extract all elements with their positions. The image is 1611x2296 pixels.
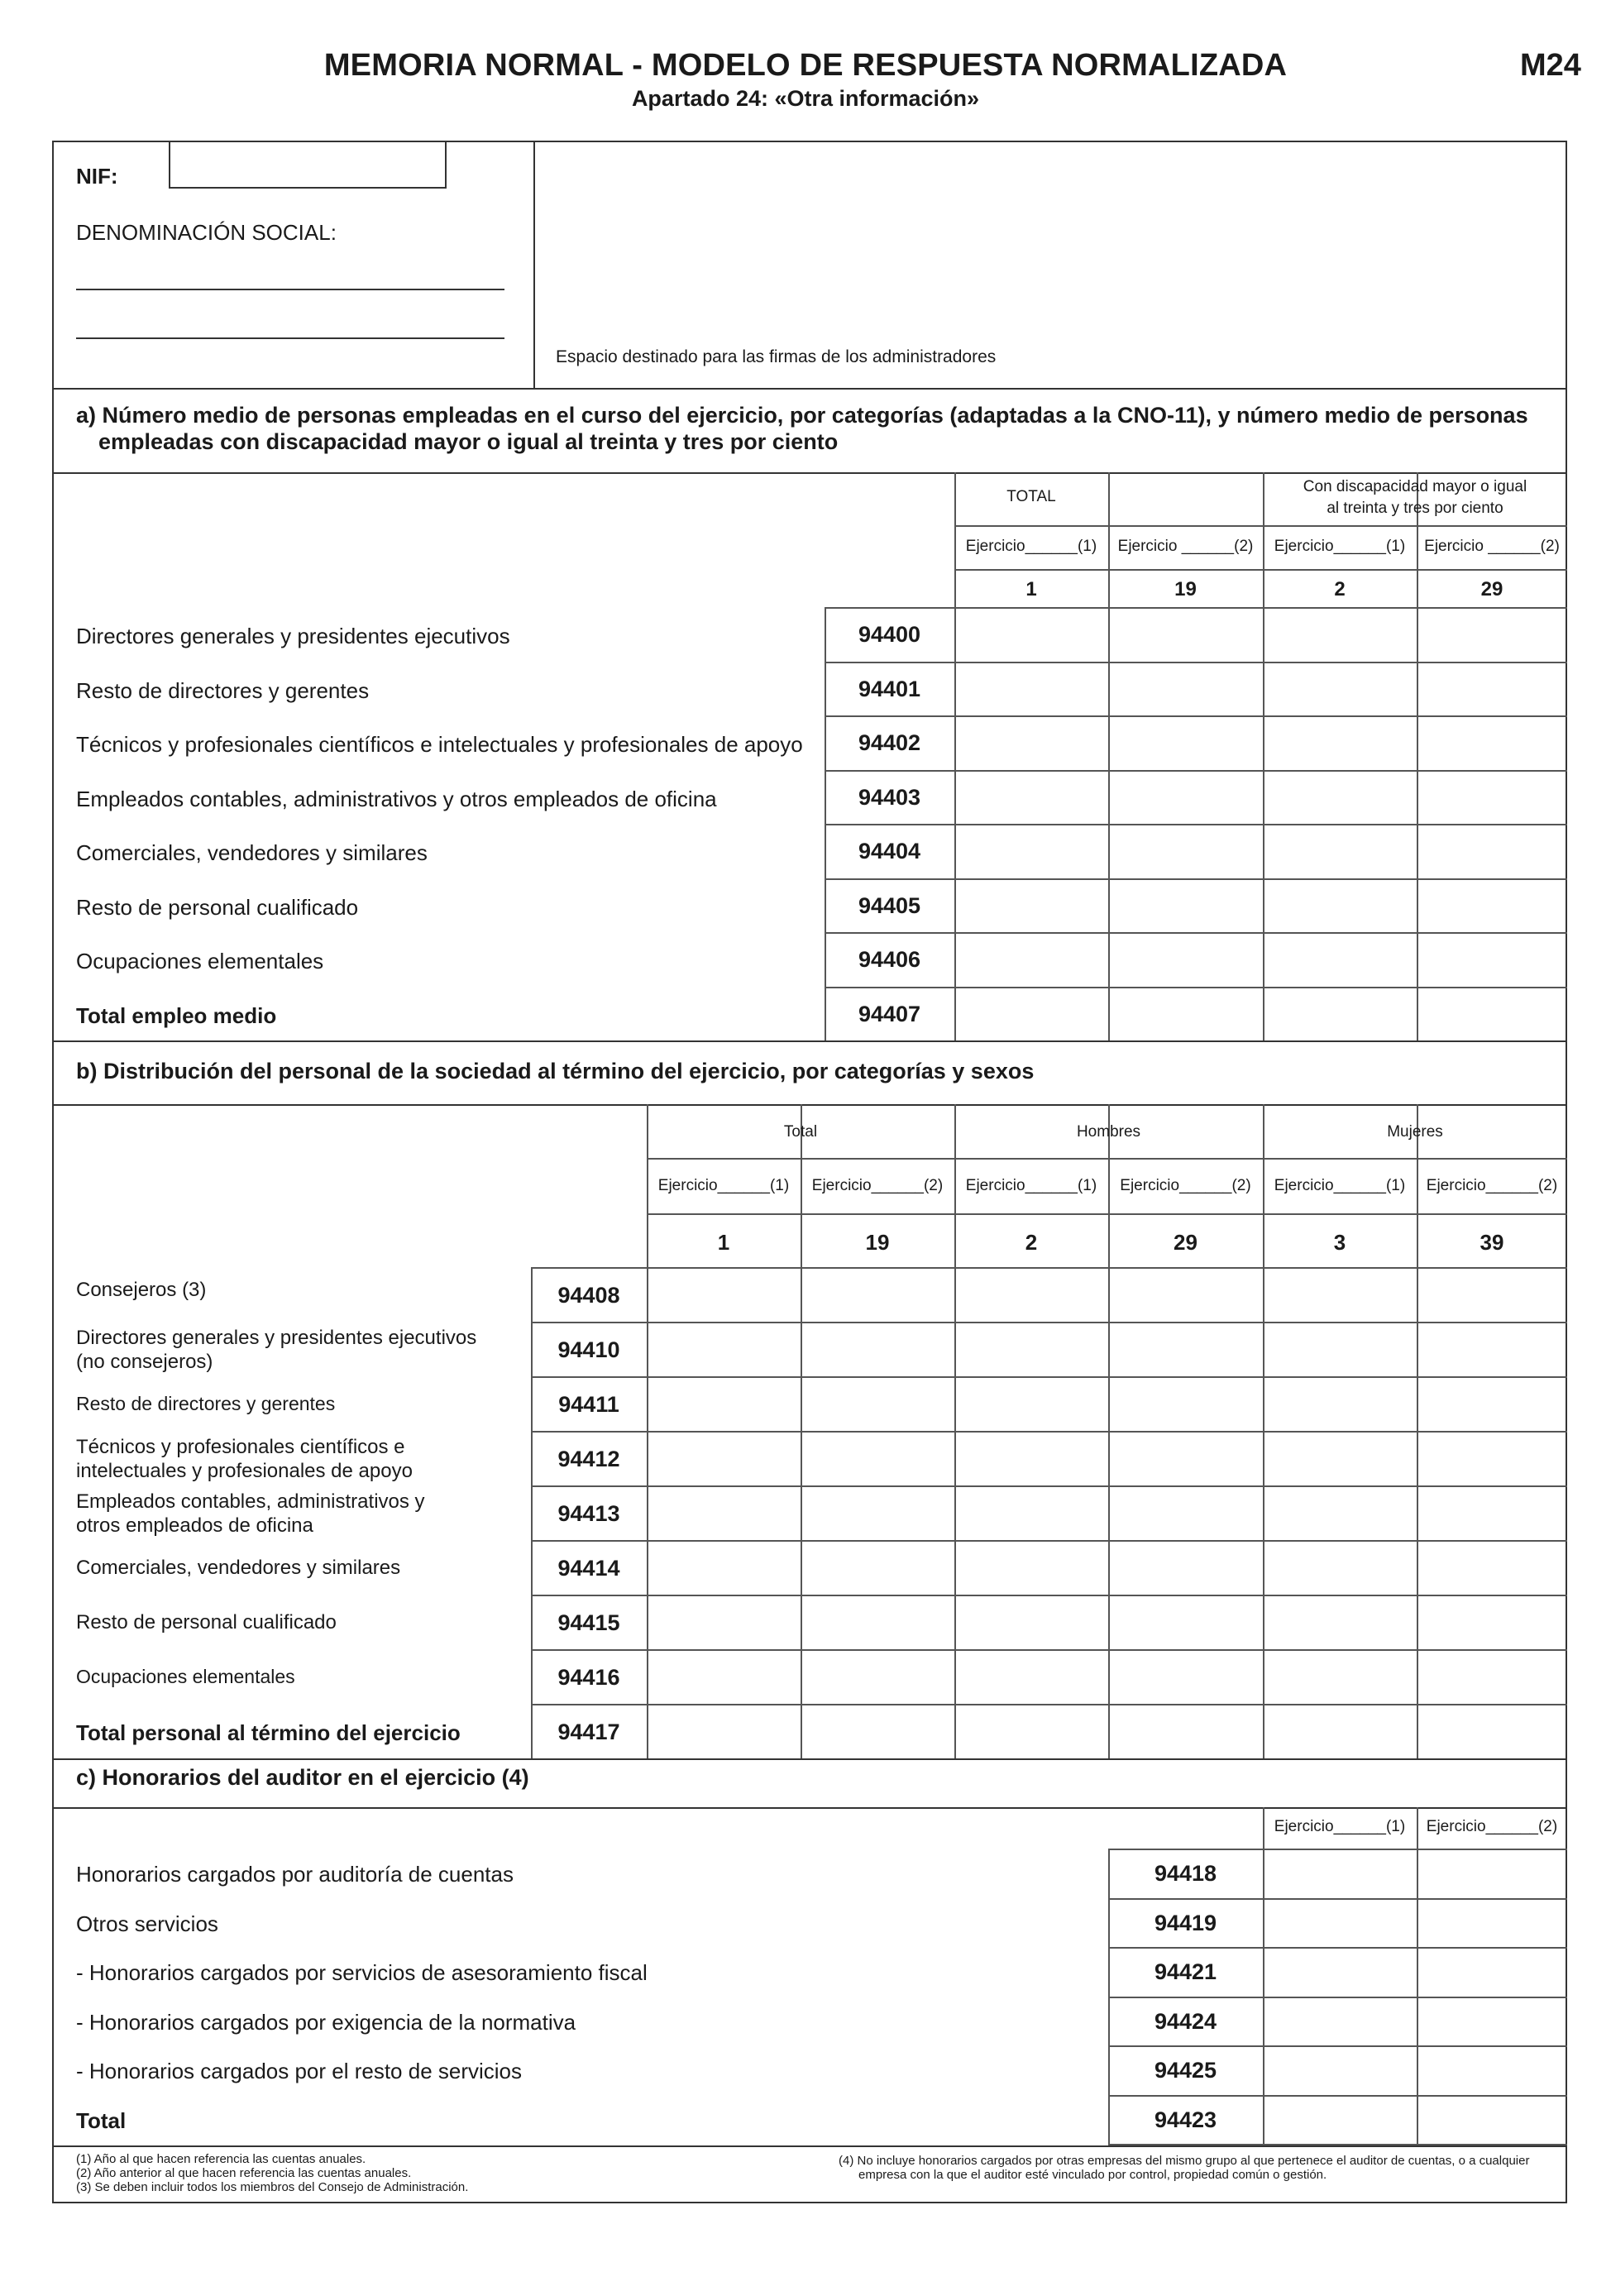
value-input[interactable] — [1418, 1900, 1566, 1946]
field-code: 94415 — [557, 1610, 620, 1635]
value-input[interactable] — [1264, 717, 1415, 768]
value-input[interactable] — [1264, 1269, 1415, 1320]
field-code: 94403 — [858, 784, 921, 810]
section-c-bottom-border — [52, 2145, 1567, 2147]
value-input[interactable] — [1110, 772, 1261, 823]
col-number: 1 — [717, 1230, 730, 1255]
value-input[interactable] — [956, 772, 1107, 823]
section-b-title: b) Distribución del personal de la sociedad al término del ejercicio, por categorías y sexos — [76, 1059, 1035, 1083]
value-input[interactable] — [1418, 1596, 1566, 1648]
col-number: 3 — [1333, 1230, 1346, 1255]
field-code: 94411 — [558, 1392, 619, 1417]
header-line — [954, 525, 1567, 527]
value-input[interactable] — [648, 1596, 799, 1648]
value-input[interactable] — [1418, 2097, 1566, 2143]
row-label-cont: intelectuales y profesionales de apoyo — [76, 1460, 413, 1482]
value-input[interactable] — [1110, 1269, 1261, 1320]
row-label: Directores generales y presidentes ejecutivos — [76, 1327, 477, 1349]
nif-label: NIF: — [76, 164, 118, 189]
value-input[interactable] — [1418, 1705, 1566, 1757]
value-input[interactable] — [648, 1487, 799, 1538]
value-input[interactable] — [1264, 825, 1415, 877]
value-input[interactable] — [1110, 1651, 1261, 1702]
value-input[interactable] — [1110, 1542, 1261, 1593]
value-input[interactable] — [1264, 1542, 1415, 1593]
identity-bottom-border — [52, 388, 1567, 390]
value-input[interactable] — [802, 1487, 953, 1538]
value-input[interactable] — [1418, 772, 1566, 823]
value-input[interactable] — [802, 1596, 953, 1648]
footnote-2: (2) Año anterior al que hacen referencia las cuentas anuales. — [76, 2166, 412, 2180]
value-input[interactable] — [802, 1323, 953, 1375]
row-label: Consejeros (3) — [76, 1279, 207, 1301]
value-input[interactable] — [1418, 1323, 1566, 1375]
value-input[interactable] — [956, 1323, 1107, 1375]
field-code: 94421 — [1154, 1959, 1217, 1984]
value-input[interactable] — [1264, 2047, 1415, 2093]
row-label: - Honorarios cargados por servicios de asesoramiento fiscal — [76, 1960, 648, 1985]
value-input[interactable] — [1110, 1433, 1261, 1484]
section-a-group-disc-cont: al treinta y tres por ciento — [1327, 500, 1503, 517]
col-header: Ejercicio______(1) — [965, 1177, 1097, 1194]
section-c-border — [52, 1807, 1567, 1809]
value-input[interactable] — [648, 1269, 799, 1320]
value-input[interactable] — [1418, 663, 1566, 715]
section-a-group-total: TOTAL — [1006, 488, 1056, 505]
section-c-title: c) Honorarios del auditor en el ejercicio (4) — [76, 1765, 529, 1790]
total-label: Total empleo medio — [76, 1002, 277, 1028]
value-input[interactable] — [1418, 609, 1566, 660]
value-input[interactable] — [1110, 663, 1261, 715]
value-input[interactable] — [1418, 825, 1566, 877]
field-code: 94407 — [858, 1001, 921, 1026]
value-input[interactable] — [1418, 717, 1566, 768]
row-label-cont: (no consejeros) — [76, 1351, 213, 1373]
row-label: Otros servicios — [76, 1911, 218, 1936]
value-input[interactable] — [1110, 880, 1261, 931]
value-input[interactable] — [956, 825, 1107, 877]
form-subtitle: Apartado 24: «Otra información» — [631, 86, 980, 111]
value-input[interactable] — [1264, 880, 1415, 931]
header-line — [647, 1158, 1567, 1160]
row-label: Comerciales, vendedores y similares — [76, 840, 428, 865]
field-code: 94408 — [557, 1283, 620, 1308]
header-line — [954, 569, 1567, 571]
section-b-border — [52, 1104, 1567, 1106]
field-code: 94406 — [858, 947, 921, 972]
value-input[interactable] — [802, 1378, 953, 1429]
value-input[interactable] — [1264, 2097, 1415, 2143]
section-a-border — [52, 472, 1567, 474]
value-input[interactable] — [802, 1433, 953, 1484]
value-input[interactable] — [1110, 1596, 1261, 1648]
value-input[interactable] — [1264, 1651, 1415, 1702]
field-code: 94401 — [858, 676, 921, 701]
form-code: M24 — [1520, 48, 1581, 83]
value-input[interactable] — [1110, 988, 1261, 1040]
field-code: 94400 — [858, 622, 921, 647]
value-input[interactable] — [1264, 1850, 1415, 1897]
value-input[interactable] — [1264, 934, 1415, 985]
value-input[interactable] — [1418, 1487, 1566, 1538]
group-header: Total — [783, 1123, 818, 1141]
value-input[interactable] — [1418, 934, 1566, 985]
col-number: 19 — [865, 1230, 890, 1255]
field-code: 94412 — [557, 1447, 620, 1471]
value-input[interactable] — [956, 988, 1107, 1040]
row-label: Empleados contables, administrativos y — [76, 1490, 425, 1513]
field-code: 94405 — [858, 892, 921, 918]
value-input[interactable] — [648, 1542, 799, 1593]
value-input[interactable] — [956, 1487, 1107, 1538]
col-number: 2 — [1025, 1230, 1038, 1255]
value-input[interactable] — [1264, 1900, 1415, 1946]
value-input[interactable] — [956, 717, 1107, 768]
value-input[interactable] — [956, 1651, 1107, 1702]
value-input[interactable] — [956, 1596, 1107, 1648]
col-header: Ejercicio______(2) — [1426, 1177, 1558, 1194]
nif-input[interactable] — [169, 141, 447, 189]
section-a-bottom-border — [52, 1040, 1567, 1042]
value-input[interactable] — [956, 1269, 1107, 1320]
row-label: Empleados contables, administrativos y otros empleados de oficina — [76, 786, 717, 811]
col-header: Ejercicio______(2) — [1426, 1818, 1558, 1835]
value-input[interactable] — [956, 880, 1107, 931]
row-label: Resto de directores y gerentes — [76, 1393, 336, 1414]
value-input[interactable] — [648, 1433, 799, 1484]
value-input[interactable] — [802, 1705, 953, 1757]
col-header: Ejercicio______(1) — [1274, 538, 1406, 555]
value-input[interactable] — [1418, 1850, 1566, 1897]
col-header: Ejercicio ______(2) — [1117, 538, 1254, 555]
value-input[interactable] — [648, 1378, 799, 1429]
value-input[interactable] — [1418, 880, 1566, 931]
denominacion-line-1[interactable] — [76, 289, 504, 290]
row-label-cont: otros empleados de oficina — [76, 1514, 313, 1537]
value-input[interactable] — [1418, 988, 1566, 1040]
value-input[interactable] — [956, 1433, 1107, 1484]
row-label: Honorarios cargados por auditoría de cuentas — [76, 1862, 514, 1887]
header-line — [647, 1213, 1567, 1215]
value-input[interactable] — [1264, 1596, 1415, 1648]
value-input[interactable] — [1110, 1378, 1261, 1429]
field-code: 94423 — [1154, 2107, 1217, 2132]
row-label: Resto de personal cualificado — [76, 1611, 337, 1634]
value-input[interactable] — [1264, 1487, 1415, 1538]
section-a-title-cont: empleadas con discapacidad mayor o igual al treinta y tres por ciento — [98, 429, 839, 454]
value-input[interactable] — [1264, 1949, 1415, 1995]
form-title: MEMORIA NORMAL - MODELO DE RESPUESTA NORMALIZADA — [323, 48, 1288, 83]
row-label: Técnicos y profesionales científicos e intelectuales y profesionales de apoyo — [76, 732, 803, 757]
col-header: Ejercicio______(1) — [965, 538, 1097, 555]
col-header: Ejercicio ______(2) — [1424, 538, 1560, 555]
row-label: - Honorarios cargados por el resto de servicios — [76, 2059, 523, 2083]
field-code: 94419 — [1154, 1910, 1217, 1935]
field-code: 94404 — [858, 839, 921, 863]
value-input[interactable] — [802, 1651, 953, 1702]
row-label: - Honorarios cargados por exigencia de la normativa — [76, 2009, 576, 2035]
row-label: Comerciales, vendedores y similares — [76, 1557, 401, 1579]
value-input[interactable] — [1418, 1949, 1566, 1995]
value-input[interactable] — [1264, 1378, 1415, 1429]
value-input[interactable] — [1264, 1433, 1415, 1484]
footnote-1: (1) Año al que hacen referencia las cuentas anuales. — [76, 2152, 366, 2166]
value-input[interactable] — [1264, 988, 1415, 1040]
value-input[interactable] — [1418, 1269, 1566, 1320]
value-input[interactable] — [1110, 825, 1261, 877]
value-input[interactable] — [1418, 2047, 1566, 2093]
col-number: 19 — [1174, 578, 1197, 600]
field-code: 94402 — [858, 730, 921, 755]
value-input[interactable] — [1418, 1651, 1566, 1702]
col-number: 39 — [1480, 1230, 1504, 1255]
value-input[interactable] — [1418, 1998, 1566, 2045]
total-label: Total personal al término del ejercicio — [76, 1720, 461, 1745]
value-input[interactable] — [956, 1542, 1107, 1593]
firmas-label: Espacio destinado para las firmas de los administradores — [556, 347, 997, 366]
value-input[interactable] — [1264, 663, 1415, 715]
col-header: Ejercicio______(2) — [1120, 1177, 1251, 1194]
value-input[interactable] — [648, 1651, 799, 1702]
row-label: Técnicos y profesionales científicos e — [76, 1436, 405, 1458]
field-code: 94425 — [1154, 2058, 1217, 2083]
row-label: Resto de directores y gerentes — [76, 677, 370, 703]
col-header: Ejercicio______(1) — [1274, 1818, 1406, 1835]
row-label: Ocupaciones elementales — [76, 949, 324, 973]
field-code: 94417 — [557, 1720, 620, 1744]
col-number: 1 — [1025, 578, 1037, 600]
denominacion-label: DENOMINACIÓN SOCIAL: — [76, 220, 337, 245]
row-label: Resto de personal cualificado — [76, 894, 359, 920]
value-input[interactable] — [802, 1269, 953, 1320]
col-header: Ejercicio______(2) — [811, 1177, 944, 1194]
value-input[interactable] — [648, 1705, 799, 1757]
value-input[interactable] — [1418, 1542, 1566, 1593]
col-number: 2 — [1334, 578, 1346, 600]
group-header: Hombres — [1076, 1123, 1141, 1141]
col-number: 29 — [1480, 578, 1503, 600]
value-input[interactable] — [1110, 609, 1261, 660]
col-header: Ejercicio______(1) — [657, 1177, 790, 1194]
col-header: Ejercicio______(1) — [1274, 1177, 1406, 1194]
value-input[interactable] — [956, 934, 1107, 985]
field-code: 94424 — [1154, 2008, 1217, 2034]
value-input[interactable] — [956, 1705, 1107, 1757]
value-input[interactable] — [1264, 1705, 1415, 1757]
field-code: 94413 — [557, 1501, 620, 1526]
field-code: 94418 — [1154, 1861, 1217, 1886]
section-a-group-disc: Con discapacidad mayor o igual — [1303, 478, 1527, 495]
value-input[interactable] — [802, 1542, 953, 1593]
value-input[interactable] — [648, 1323, 799, 1375]
footnote-3: (3) Se deben incluir todos los miembros del Consejo de Administración. — [76, 2180, 469, 2194]
row-label: Ocupaciones elementales — [76, 1666, 295, 1687]
value-input[interactable] — [1110, 1323, 1261, 1375]
denominacion-line-2[interactable] — [76, 337, 504, 339]
value-input[interactable] — [1418, 1433, 1566, 1484]
row-label: Directores generales y presidentes ejecutivos — [76, 624, 510, 648]
value-input[interactable] — [1418, 1378, 1566, 1429]
field-code: 94414 — [557, 1556, 620, 1581]
value-input[interactable] — [1110, 717, 1261, 768]
col-number: 29 — [1174, 1230, 1197, 1255]
value-input[interactable] — [1110, 934, 1261, 985]
value-input[interactable] — [1264, 772, 1415, 823]
value-input[interactable] — [1264, 1323, 1415, 1375]
field-code: 94410 — [557, 1337, 620, 1362]
value-input[interactable] — [956, 609, 1107, 660]
value-input[interactable] — [1264, 1998, 1415, 2045]
value-input[interactable] — [1110, 1487, 1261, 1538]
value-input[interactable] — [1110, 1705, 1261, 1757]
total-label: Total — [76, 2107, 127, 2133]
value-input[interactable] — [956, 1378, 1107, 1429]
field-code: 94416 — [557, 1665, 620, 1690]
value-input[interactable] — [1264, 609, 1415, 660]
section-b-bottom-border — [52, 1758, 1567, 1760]
identity-divider — [533, 141, 535, 389]
value-input[interactable] — [956, 663, 1107, 715]
section-a-title: a) Número medio de personas empleadas en el curso del ejercicio, por categorías (adaptadas a la CNO-11), y número medio de personas — [76, 403, 1528, 428]
footnote-4: (4) No incluye honorarios cargados por otras empresas del mismo grupo al que pertenece el auditor de cuentas, o a cualquier empresa con la que el auditor esté vinculado por control, propiedad común o gestión. — [839, 2154, 1530, 2182]
group-header: Mujeres — [1387, 1123, 1443, 1141]
